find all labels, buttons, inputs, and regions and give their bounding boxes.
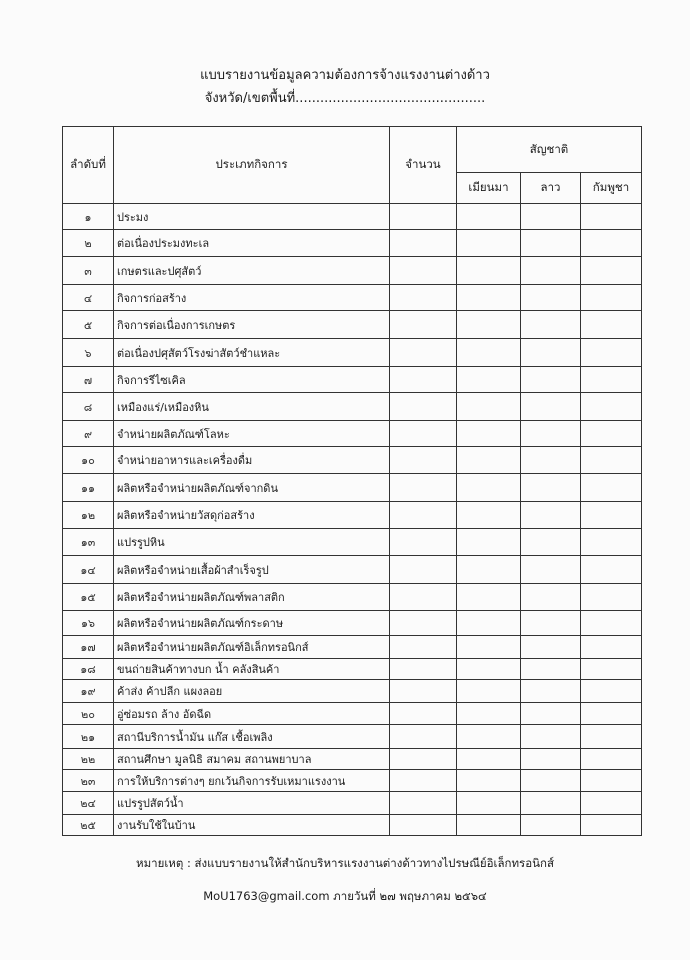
row-number: ๒๒ [63,749,114,770]
row-business-type: ต่อเนื่องปศุสัตว์โรงฆ่าสัตว์ชำแหละ [114,339,390,367]
row-number: ๑๒ [63,502,114,529]
table-row [63,703,642,725]
row-business-type: ต่อเนื่องประมงทะเล [114,230,390,257]
cell-myanmar[interactable] [457,393,521,421]
row-business-type: ค้าส่ง ค้าปลีก แผงลอย [114,680,390,703]
cell-amount[interactable] [390,556,457,584]
cell-lao[interactable] [521,311,581,339]
cell-amount[interactable] [390,339,457,367]
table-row [63,556,642,584]
cell-myanmar[interactable] [457,447,521,474]
row-business-type: การให้บริการต่างๆ ยกเว้นกิจการรับเหมาแรงงาน [114,770,390,792]
cell-myanmar[interactable] [457,529,521,556]
row-number: ๘ [63,393,114,421]
cell-myanmar[interactable] [457,611,521,636]
cell-lao[interactable] [521,529,581,556]
row-business-type: ผลิตหรือจำหน่ายผลิตภัณฑ์จากดิน [114,474,390,502]
table-row [63,230,642,257]
cell-amount[interactable] [390,230,457,257]
row-business-type: ผลิตหรือจำหน่ายผลิตภัณฑ์อิเล็กทรอนิกส์ [114,636,390,659]
row-number: ๒๐ [63,703,114,725]
table-row [63,257,642,285]
header-amount: จำนวน [390,127,457,204]
row-number: ๑๕ [63,584,114,611]
cell-cambodia[interactable] [581,659,642,680]
cell-myanmar[interactable] [457,204,521,230]
cell-cambodia[interactable] [581,474,642,502]
row-business-type: จำหน่ายผลิตภัณฑ์โลหะ [114,421,390,447]
cell-myanmar[interactable] [457,230,521,257]
cell-amount[interactable] [390,815,457,836]
cell-myanmar[interactable] [457,703,521,725]
cell-lao[interactable] [521,725,581,749]
footer-note: หมายเหตุ : ส่งแบบรายงานให้สำนักบริหารแรงงานต่างด้าวทางไปรษณีย์อิเล็กทรอนิกส์ [136,856,554,870]
cell-myanmar[interactable] [457,770,521,792]
cell-lao[interactable] [521,339,581,367]
cell-myanmar[interactable] [457,680,521,703]
row-business-type: ผลิตหรือจำหน่ายเสื้อผ้าสำเร็จรูป [114,556,390,584]
row-business-type: ผลิตหรือจำหน่ายผลิตภัณฑ์กระดาษ [114,611,390,636]
table-row [63,815,642,836]
cell-myanmar[interactable] [457,659,521,680]
cell-myanmar[interactable] [457,636,521,659]
cell-lao[interactable] [521,749,581,770]
cell-myanmar[interactable] [457,257,521,285]
cell-cambodia[interactable] [581,285,642,311]
row-business-type: กิจการต่อเนื่องการเกษตร [114,311,390,339]
cell-amount[interactable] [390,659,457,680]
table-row [63,311,642,339]
cell-lao[interactable] [521,611,581,636]
row-business-type: งานรับใช้ในบ้าน [114,815,390,836]
header-myanmar: เมียนมา [457,173,521,204]
row-business-type: ผลิตหรือจำหน่ายผลิตภัณฑ์พลาสติก [114,584,390,611]
row-number: ๒๕ [63,815,114,836]
cell-amount[interactable] [390,285,457,311]
row-business-type: เกษตรและปศุสัตว์ [114,257,390,285]
cell-cambodia[interactable] [581,230,642,257]
row-business-type: แปรรูปหิน [114,529,390,556]
header-cambodia: กัมพูชา [581,173,642,204]
cell-lao[interactable] [521,285,581,311]
cell-cambodia[interactable] [581,556,642,584]
table-row [63,502,642,529]
form-title: แบบรายงานข้อมูลความต้องการจ้างแรงงานต่างด้าว [200,68,490,83]
table-row [63,680,642,703]
cell-cambodia[interactable] [581,311,642,339]
cell-cambodia[interactable] [581,421,642,447]
cell-lao[interactable] [521,792,581,815]
cell-lao[interactable] [521,659,581,680]
cell-myanmar[interactable] [457,474,521,502]
row-number: ๒๓ [63,770,114,792]
table-row [63,474,642,502]
cell-cambodia[interactable] [581,770,642,792]
row-number: ๑๖ [63,611,114,636]
row-business-type: กิจการก่อสร้าง [114,285,390,311]
cell-amount[interactable] [390,502,457,529]
cell-myanmar[interactable] [457,584,521,611]
cell-lao[interactable] [521,584,581,611]
table-row [63,529,642,556]
row-number: ๖ [63,339,114,367]
cell-amount[interactable] [390,680,457,703]
row-number: ๗ [63,367,114,393]
cell-amount[interactable] [390,584,457,611]
cell-lao[interactable] [521,447,581,474]
cell-myanmar[interactable] [457,792,521,815]
cell-lao[interactable] [521,815,581,836]
cell-cambodia[interactable] [581,749,642,770]
cell-lao[interactable] [521,393,581,421]
cell-cambodia[interactable] [581,680,642,703]
table-row [63,659,642,680]
report-table [62,126,642,836]
cell-amount[interactable] [390,367,457,393]
header-order: ลำดับที่ [63,127,114,204]
row-number: ๕ [63,311,114,339]
row-business-type: ผลิตหรือจำหน่ายวัสดุก่อสร้าง [114,502,390,529]
cell-myanmar[interactable] [457,339,521,367]
cell-lao[interactable] [521,257,581,285]
cell-cambodia[interactable] [581,725,642,749]
cell-myanmar[interactable] [457,815,521,836]
cell-amount[interactable] [390,611,457,636]
row-number: ๑๐ [63,447,114,474]
cell-lao[interactable] [521,680,581,703]
header-nationality: สัญชาติ [457,127,642,173]
table-row [63,611,642,636]
table-row [63,770,642,792]
cell-myanmar[interactable] [457,725,521,749]
row-business-type: อู่ซ่อมรถ ล้าง อัดฉีด [114,703,390,725]
cell-amount[interactable] [390,474,457,502]
cell-lao[interactable] [521,770,581,792]
row-number: ๙ [63,421,114,447]
row-number: ๔ [63,285,114,311]
cell-myanmar[interactable] [457,367,521,393]
cell-amount[interactable] [390,447,457,474]
table-row [63,421,642,447]
cell-amount[interactable] [390,257,457,285]
cell-amount[interactable] [390,725,457,749]
cell-lao[interactable] [521,367,581,393]
row-business-type: ขนถ่ายสินค้าทางบก น้ำ คลังสินค้า [114,659,390,680]
cell-cambodia[interactable] [581,393,642,421]
row-business-type: จำหน่ายอาหารและเครื่องดื่ม [114,447,390,474]
table-row [63,204,642,230]
row-number: ๑๓ [63,529,114,556]
row-business-type: กิจการรีไซเคิล [114,367,390,393]
row-number: ๒๔ [63,792,114,815]
table-row [63,584,642,611]
table-row [63,749,642,770]
cell-cambodia[interactable] [581,257,642,285]
cell-myanmar[interactable] [457,502,521,529]
cell-amount[interactable] [390,792,457,815]
cell-cambodia[interactable] [581,204,642,230]
row-number: ๑๔ [63,556,114,584]
cell-cambodia[interactable] [581,584,642,611]
header-lao: ลาว [521,173,581,204]
cell-cambodia[interactable] [581,339,642,367]
cell-cambodia[interactable] [581,447,642,474]
cell-amount[interactable] [390,770,457,792]
cell-lao[interactable] [521,421,581,447]
cell-amount[interactable] [390,204,457,230]
cell-lao[interactable] [521,636,581,659]
cell-myanmar[interactable] [457,311,521,339]
cell-lao[interactable] [521,703,581,725]
row-business-type: แปรรูปสัตว์น้ำ [114,792,390,815]
table-row [63,367,642,393]
cell-amount[interactable] [390,636,457,659]
row-business-type: เหมืองแร่/เหมืองหิน [114,393,390,421]
table-row [63,285,642,311]
cell-lao[interactable] [521,230,581,257]
cell-amount[interactable] [390,311,457,339]
cell-myanmar[interactable] [457,749,521,770]
cell-cambodia[interactable] [581,792,642,815]
row-business-type: ประมง [114,204,390,230]
row-number: ๒ [63,230,114,257]
cell-myanmar[interactable] [457,285,521,311]
cell-amount[interactable] [390,421,457,447]
table-row [63,447,642,474]
row-business-type: สถานีบริการน้ำมัน แก๊ส เชื้อเพลิง [114,725,390,749]
cell-cambodia[interactable] [581,815,642,836]
footer-email-line: MoU1763@gmail.com ภายวันที่ ๒๗ พฤษภาคม ๒๕๖๔ [203,889,487,903]
cell-amount[interactable] [390,393,457,421]
cell-cambodia[interactable] [581,367,642,393]
cell-cambodia[interactable] [581,529,642,556]
cell-lao[interactable] [521,502,581,529]
cell-lao[interactable] [521,474,581,502]
table-row [63,636,642,659]
cell-myanmar[interactable] [457,421,521,447]
cell-amount[interactable] [390,703,457,725]
table-row [63,339,642,367]
cell-myanmar[interactable] [457,556,521,584]
row-business-type: สถานศึกษา มูลนิธิ สมาคม สถานพยาบาล [114,749,390,770]
row-number: ๑๘ [63,659,114,680]
cell-cambodia[interactable] [581,636,642,659]
table-body [63,204,642,836]
row-number: ๑๗ [63,636,114,659]
cell-amount[interactable] [390,529,457,556]
row-number: ๓ [63,257,114,285]
header-business-type: ประเภทกิจการ [114,127,390,204]
form-subtitle: จังหวัด/เขตพื้นที่.............................................. [204,91,486,106]
table-row [63,725,642,749]
cell-cambodia[interactable] [581,502,642,529]
table-row [63,792,642,815]
table-row [63,393,642,421]
row-number: ๑๑ [63,474,114,502]
row-number: ๑ [63,204,114,230]
row-number: ๑๙ [63,680,114,703]
cell-cambodia[interactable] [581,611,642,636]
row-number: ๒๑ [63,725,114,749]
cell-lao[interactable] [521,556,581,584]
cell-amount[interactable] [390,749,457,770]
cell-cambodia[interactable] [581,703,642,725]
cell-lao[interactable] [521,204,581,230]
